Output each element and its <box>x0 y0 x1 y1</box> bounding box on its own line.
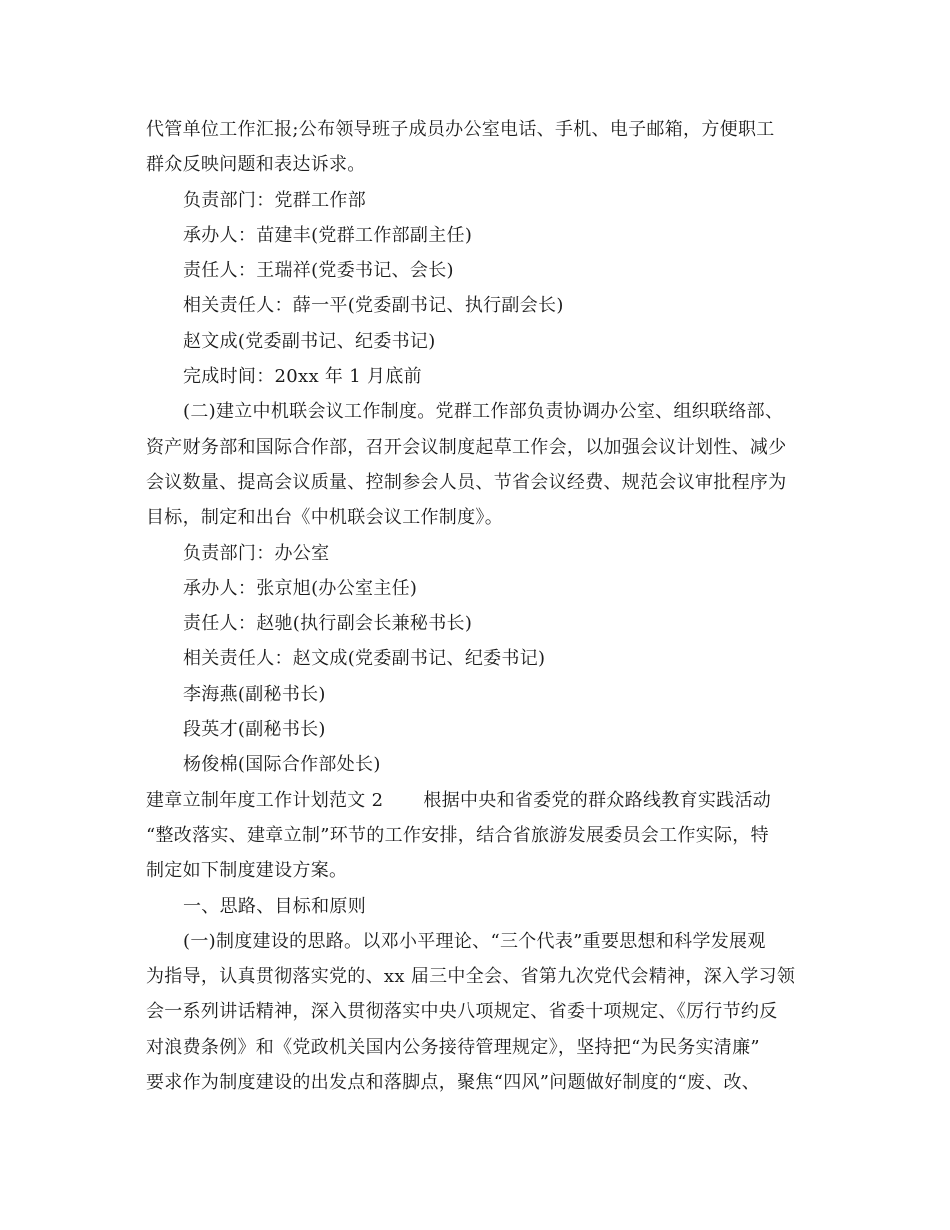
text-line: 相关责任人：薛一平(党委副书记、执行副会长) <box>183 295 564 317</box>
text-line: 负责部门：党群工作部 <box>183 189 366 211</box>
text-line: 群众反映问题和表达诉求。 <box>146 154 366 176</box>
text-line: 代管单位工作汇报;公布领导班子成员办公室电话、手机、电子邮箱，方便职工 <box>146 119 775 140</box>
text-line: 目标，制定和出台《中机联会议工作制度》。 <box>146 507 503 529</box>
document-body <box>146 112 816 1100</box>
text-line: 要求作为制度建设的出发点和落脚点，聚焦“四风”问题做好制度的“废、改、 <box>146 1072 761 1094</box>
text-line: 负责部门：办公室 <box>183 542 330 564</box>
section-title: 建章立制年度工作计划范文 2 <box>146 789 384 811</box>
text-line: 一、思路、目标和原则 <box>183 895 366 917</box>
text-line: 责任人：王瑞祥(党委书记、会长) <box>183 260 454 282</box>
text-line: 段英才(副秘书长) <box>183 719 326 741</box>
text-block-1 <box>146 112 816 783</box>
text-line: “整改落实、建章立制”环节的工作安排，结合省旅游发展委员会工作实际，特 <box>146 824 769 846</box>
text-line: 完成时间：20xx 年 1 月底前 <box>183 366 422 388</box>
text-line: 责任人：赵驰(执行副会长兼秘书长) <box>183 613 473 635</box>
text-line: 杨俊棉(国际合作部处长) <box>183 754 381 776</box>
text-line: (一)制度建设的思路。以邓小平理论、“三个代表”重要思想和科学发展观 <box>183 930 766 952</box>
text-line: 会议数量、提高会议质量、控制参会人员、节省会议经费、规范会议审批程序为 <box>146 471 787 493</box>
text-line: 制定如下制度建设方案。 <box>146 860 348 882</box>
text-line: 相关责任人：赵文成(党委副书记、纪委书记) <box>183 648 546 670</box>
text-block-2 <box>146 818 816 1100</box>
text-line: 资产财务部和国际合作部，召开会议制度起草工作会，以加强会议计划性、减少 <box>146 436 787 458</box>
text-line: 承办人：张京旭(办公室主任) <box>183 577 418 599</box>
text-line: 会一系列讲话精神，深入贯彻落实中央八项规定、省委十项规定、《厉行节约反 <box>146 1001 778 1023</box>
text-line: 对浪费条例》和《党政机关国内公务接待管理规定》，坚持把“为民务实清廉” <box>146 1036 760 1058</box>
text-line: 承办人：苗建丰(党群工作部副主任) <box>183 224 473 246</box>
text-line: (二)建立中机联会议工作制度。党群工作部负责协调办公室、组织联络部、 <box>183 401 784 423</box>
text-line: 为指导，认真贯彻落实党的、xx 届三中全会、省第九次党代会精神，深入学习领 <box>146 966 796 988</box>
section-intro: 根据中央和省委党的群众路线教育实践活动 <box>423 789 772 811</box>
text-line: 李海燕(副秘书长) <box>183 683 326 705</box>
section-heading-line <box>146 783 816 818</box>
text-line: 赵文成(党委副书记、纪委书记) <box>183 330 436 352</box>
